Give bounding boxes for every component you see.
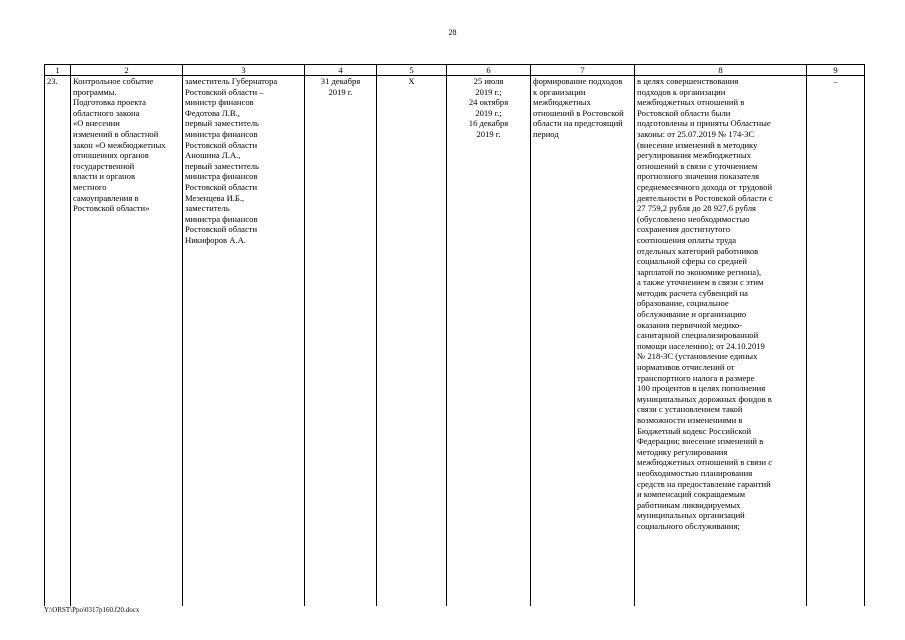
text-line: самоуправления в xyxy=(73,192,139,203)
text-line: Ростовской области xyxy=(185,181,258,192)
text-line: оказания первичной медико- xyxy=(637,319,743,330)
text-line: министра финансов xyxy=(185,213,258,224)
text-line: 2019 г. xyxy=(328,86,353,97)
text-line: Ростовской области xyxy=(185,139,258,150)
text-line: необходимостью планирования xyxy=(637,467,753,478)
actual-dates-cell xyxy=(447,76,531,607)
text-line: областного закона xyxy=(73,107,140,118)
text-line: деятельности в Ростовской области с xyxy=(637,192,773,203)
text-line: межбюджетных отношений в связи с xyxy=(637,457,773,468)
text-line: министра финансов xyxy=(185,128,258,139)
text-line: отношениях органов xyxy=(73,150,149,161)
row-number: 23. xyxy=(45,76,71,607)
text-line: 27 759,2 рубля до 28 927,6 рубля xyxy=(637,203,756,214)
expected-result-cell xyxy=(531,76,635,607)
text-line: первый заместитель xyxy=(185,118,259,129)
text-line: заместитель xyxy=(185,203,230,214)
text-line: Контрольное событие xyxy=(73,76,154,86)
text-line: 16 декабря xyxy=(468,118,509,129)
text-line: отдельных категорий работников xyxy=(637,245,759,256)
text-line: соотношения оплаты труда xyxy=(637,234,737,245)
text-line: а также уточнением в связи с этим xyxy=(637,277,764,288)
text-line: образование, социальное xyxy=(637,298,729,309)
text-line: подготовлены и приняты Областные xyxy=(637,118,771,129)
table-row xyxy=(45,76,865,607)
text-line: Ростовской области были xyxy=(637,107,731,118)
text-line: (внесение изменений в методику xyxy=(637,139,758,150)
text-line: муниципальных организаций xyxy=(637,510,745,521)
text-line: 2019 г. xyxy=(476,128,501,139)
text-line: средств на предоставление гарантий xyxy=(637,478,771,489)
text-line: 2019 г.; xyxy=(475,107,502,118)
text-line: программы. xyxy=(73,86,117,97)
text-line: Федерации; внесение изменений в xyxy=(637,436,764,447)
column-number: 2 xyxy=(71,65,183,76)
text-line: социального обслуживания; xyxy=(637,520,740,531)
report-table xyxy=(44,64,865,606)
column-number-row xyxy=(45,65,865,76)
text-line: 2019 г.; xyxy=(475,86,502,97)
text-line: межбюджетных xyxy=(533,97,591,108)
planned-date-cell xyxy=(305,76,377,607)
text-line: № 218-ЗС (установление единых xyxy=(637,351,758,362)
text-line: санитарной специализированной xyxy=(637,330,759,341)
column-number: 9 xyxy=(807,65,865,76)
text-line: межбюджетных отношений в xyxy=(637,97,745,108)
text-line: (обусловлено необходимостью xyxy=(637,213,750,224)
text-line: обслуживание и организацию xyxy=(637,309,747,320)
text-line: Подготовка проекта xyxy=(73,97,146,108)
responsible-persons-cell xyxy=(183,76,305,607)
text-line: первый заместитель xyxy=(185,160,259,171)
text-line: власти и органов xyxy=(73,171,135,182)
column-number: 6 xyxy=(447,65,531,76)
page-number: 28 xyxy=(448,28,457,37)
text-line: период xyxy=(533,128,559,139)
file-path-footer: Y:\ORST\Ppo\0317p160.f20.docx xyxy=(44,606,140,614)
text-line: Бюджетный кодекс Российской xyxy=(637,425,752,436)
text-line: в целях совершенствования xyxy=(637,76,739,86)
text-line: Ростовской области xyxy=(185,224,258,235)
text-line: регулирования межбюджетных xyxy=(637,150,751,161)
column-number: 1 xyxy=(45,65,71,76)
text-line: Ростовской области» xyxy=(73,203,150,214)
text-line: Ростовской области – xyxy=(185,86,264,97)
notes-cell: – xyxy=(807,76,865,607)
text-line: среднемесячного дохода от трудовой xyxy=(637,181,773,192)
text-line: связи с установлением такой xyxy=(637,404,743,415)
text-line: министр финансов xyxy=(185,97,254,108)
text-line: области на предстоящий xyxy=(533,118,623,129)
column-number: 8 xyxy=(635,65,807,76)
text-line: возможности изменениями в xyxy=(637,415,743,425)
text-line: 31 декабря xyxy=(320,76,361,86)
text-line: отношений в Ростовской xyxy=(533,107,624,118)
text-line: прогнозного значения показателя xyxy=(637,171,760,182)
text-line: и компенсаций сокращаемым xyxy=(637,489,746,500)
text-line: 24 октября xyxy=(468,97,509,108)
event-description-cell xyxy=(71,76,183,607)
column-number: 5 xyxy=(377,65,447,76)
text-line: помощи населению); от 24.10.2019 xyxy=(637,340,765,351)
text-line: социальной сферы со средней xyxy=(637,256,748,267)
text-line: Аношина Л.А., xyxy=(185,150,241,161)
column-number: 4 xyxy=(305,65,377,76)
text-line: нормативов отчислений от xyxy=(637,362,735,373)
text-line: заместитель Губернатора xyxy=(185,76,278,86)
column-number: 3 xyxy=(183,65,305,76)
text-line: к организации xyxy=(533,86,586,97)
text-line: формирование подходов xyxy=(533,76,623,86)
text-line: методик расчета субвенций на xyxy=(637,287,748,298)
mark-cell: Х xyxy=(377,76,447,607)
text-line: методику регулирования xyxy=(637,446,728,457)
text-line: Мезенцева И.Б., xyxy=(185,192,245,203)
column-number: 7 xyxy=(531,65,635,76)
text-line: изменений в областной xyxy=(73,128,159,139)
text-line: закон «О межбюджетных xyxy=(73,139,166,150)
text-line: зарплатой по экономике региона), xyxy=(637,266,762,277)
text-line: «О внесении xyxy=(73,118,120,129)
text-line: законы: от 25.07.2019 № 174-ЗС xyxy=(637,128,755,139)
text-line: местного xyxy=(73,181,107,192)
text-line: работникам ликвидируемых xyxy=(637,499,741,510)
text-line: муниципальных дорожных фондов в xyxy=(637,393,772,404)
text-line: сохранения достигнутого xyxy=(637,224,731,235)
text-line: отношений в связи с уточнением xyxy=(637,160,758,171)
text-line: транспортного налога в размере xyxy=(637,372,755,383)
actual-result-cell xyxy=(635,76,807,607)
text-line: Никифоров А.А. xyxy=(185,234,246,245)
text-line: министра финансов xyxy=(185,171,258,182)
text-line: 100 процентов в целях пополнения xyxy=(637,383,766,394)
text-line: 25 июля xyxy=(473,76,504,86)
text-line: Федотова Л.В., xyxy=(185,107,240,118)
text-line: подходов к организации xyxy=(637,86,726,97)
text-line: государственной xyxy=(73,160,135,171)
